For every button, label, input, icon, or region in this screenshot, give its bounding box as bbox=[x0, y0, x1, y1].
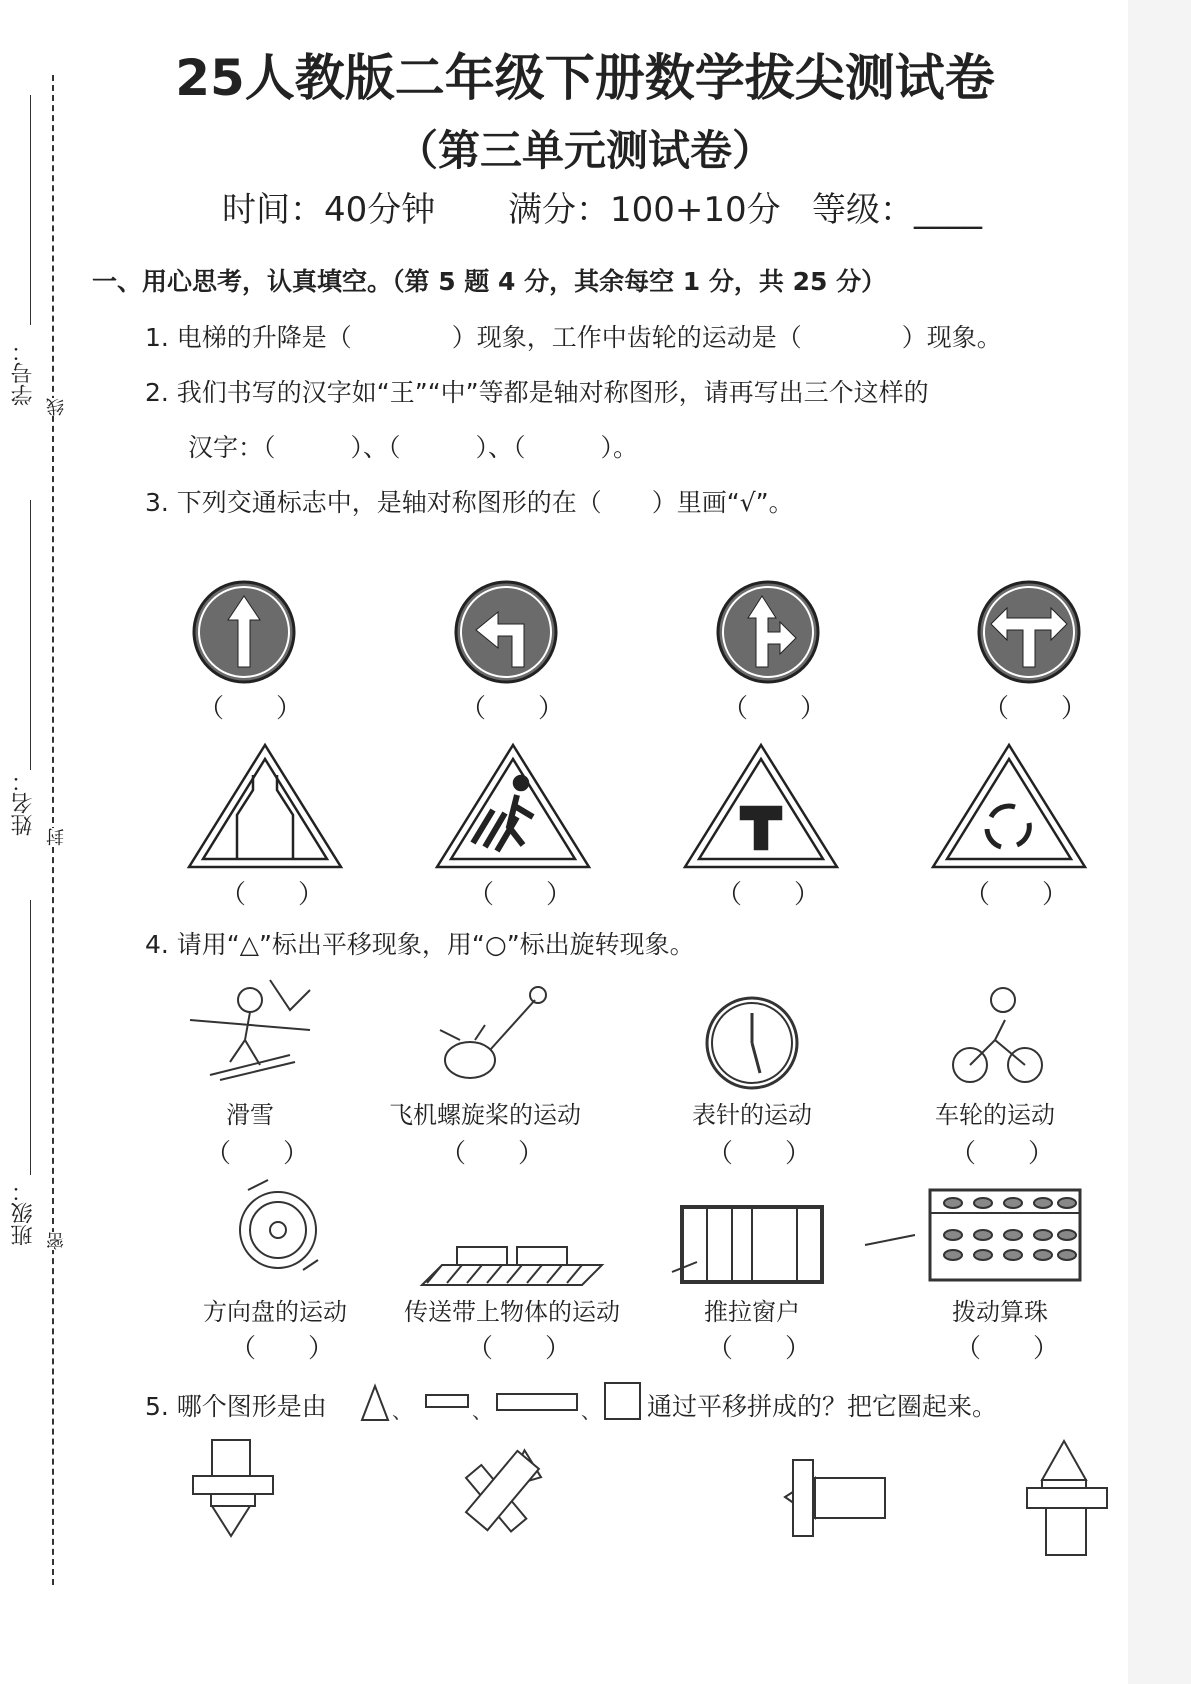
answer-paren[interactable]: （ ） bbox=[707, 1139, 812, 1169]
question-4: 4. 请用“△”标出平移现象，用“○”标出旋转现象。 bbox=[145, 930, 695, 959]
answer-paren[interactable]: （ ） bbox=[716, 880, 821, 910]
cut-line-label: 线 bbox=[44, 398, 70, 416]
answer-paren[interactable]: （ ） bbox=[467, 1334, 572, 1364]
answer-paren[interactable]: （ ） bbox=[955, 1334, 1060, 1364]
page-title: 25人教版二年级下册数学拔尖测试卷 bbox=[175, 49, 995, 107]
figure-option-a bbox=[193, 1440, 273, 1536]
svg-text:、: 、 bbox=[581, 1399, 601, 1423]
question-2: 2. 我们书写的汉字如“王”“中”等都是轴对称图形，请再写出三个这样的 bbox=[145, 378, 929, 407]
figure-option-d bbox=[1027, 1441, 1107, 1555]
answer-paren[interactable]: （ ） bbox=[707, 1334, 812, 1364]
answer-paren[interactable]: （ ） bbox=[205, 1139, 310, 1169]
shape-pieces bbox=[362, 1383, 640, 1423]
question-5: 5. 哪个图形是由 bbox=[145, 1392, 327, 1421]
item-label: 滑雪 bbox=[226, 1101, 274, 1129]
time-limit: 时间：40分钟 bbox=[222, 190, 436, 230]
cut-seal-label: 封 bbox=[44, 828, 70, 846]
item-label: 拨动算珠 bbox=[952, 1298, 1048, 1326]
full-score: 满分：100+10分 bbox=[508, 190, 781, 230]
item-label: 传送带上物体的运动 bbox=[404, 1298, 620, 1326]
answer-paren[interactable]: （ ） bbox=[950, 1139, 1055, 1169]
question-3: 3. 下列交通标志中，是轴对称图形的在（ ）里画“√”。 bbox=[145, 488, 794, 517]
figure-option-b bbox=[449, 1433, 559, 1545]
answer-paren[interactable]: （ ） bbox=[964, 880, 1069, 910]
page-subtitle: （第三单元测试卷） bbox=[395, 126, 774, 175]
question-1: 1. 电梯的升降是（ ）现象，工作中齿轮的运动是（ ）现象。 bbox=[145, 323, 1002, 352]
name-label: 姓名： bbox=[11, 770, 36, 836]
answer-paren[interactable]: （ ） bbox=[468, 880, 573, 910]
answer-paren[interactable]: （ ） bbox=[983, 694, 1088, 724]
answer-paren[interactable]: （ ） bbox=[722, 694, 827, 724]
answer-paren[interactable]: （ ） bbox=[460, 694, 565, 724]
cut-secret-label: 密 bbox=[44, 1232, 70, 1250]
item-label: 方向盘的运动 bbox=[203, 1298, 347, 1326]
answer-paren[interactable]: （ ） bbox=[220, 880, 325, 910]
item-label: 表针的运动 bbox=[692, 1101, 812, 1129]
figure-option-c bbox=[785, 1460, 885, 1536]
svg-text:、: 、 bbox=[392, 1399, 412, 1423]
item-label: 推拉窗户 bbox=[704, 1298, 800, 1326]
answer-paren[interactable]: （ ） bbox=[440, 1139, 545, 1169]
student-no-label: 学号： bbox=[11, 340, 36, 406]
item-label: 飞机螺旋桨的运动 bbox=[389, 1101, 581, 1129]
grade-field: 等级：____ bbox=[812, 190, 982, 230]
item-label: 车轮的运动 bbox=[935, 1101, 1055, 1129]
question-5-end: 通过平移拼成的？把它圈起来。 bbox=[647, 1392, 998, 1421]
question-2-blanks: 汉字：（ ）、（ ）、（ ）。 bbox=[188, 433, 639, 462]
answer-paren[interactable]: （ ） bbox=[198, 694, 303, 724]
svg-text:、: 、 bbox=[472, 1399, 492, 1423]
class-label: 班级： bbox=[11, 1180, 36, 1246]
answer-paren[interactable]: （ ） bbox=[230, 1334, 335, 1364]
section-heading: 一、用心思考，认真填空。（第 5 题 4 分，其余每空 1 分，共 25 分） bbox=[92, 267, 887, 296]
